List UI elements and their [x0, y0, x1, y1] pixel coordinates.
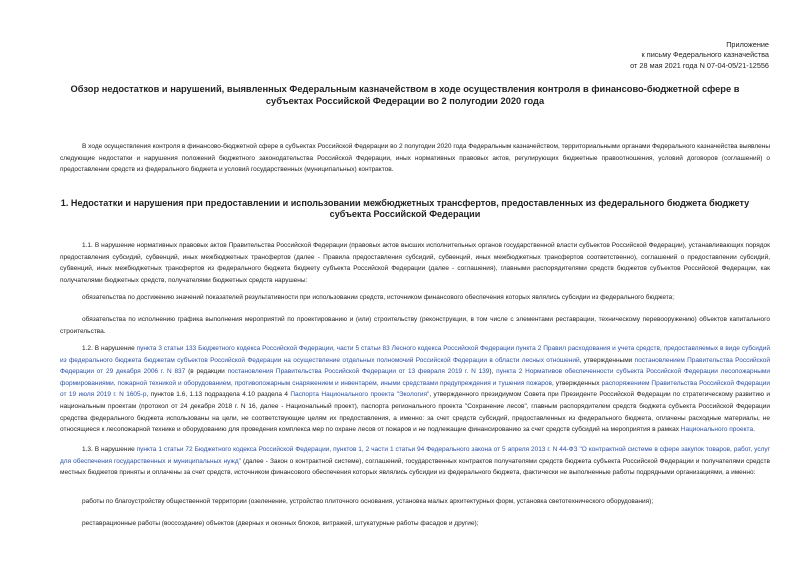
paragraph-1-1-item-a: обязательства по достижению значений показателей результативности при использовании средств, источником финансового обеспечения которых являлись субсидии из федерального бюджета;: [82, 294, 675, 301]
paragraph-1-2: [60, 343, 770, 436]
p12-text-6: , пунктов 1.6, 1.13 подраздела 4.10 раздела 4: [146, 391, 291, 399]
p12-link-decree-139[interactable]: постановления Правительства Российской Федерации от 13 февраля 2019 г. N 139: [227, 368, 490, 376]
p13-text-2: (далее - Закон о контрактной системе), соглашений, государственных контрактов получателями средств бюджета субъекта Российской Федерации и получателями средств местных бюджетов приняты и оплачены за счет средств, источником финансового обеспечения которых являлись субсидии из федерального бюджета, фактически не выполненные работы подрядными организациями, а именно:: [60, 457, 770, 477]
p12-text-1: 1.2. В нарушение: [82, 345, 137, 352]
intro-paragraph: В ходе осуществления контроля в финансово-бюджетной сфере в субъектах Российской Федерации во 2 полугодии 2020 года Федеральным казначейством, территориальными органами Федерального казначейства выявлены следующие недостатки и нарушения положений бюджетного законодательства Российской Федерации, иных нормативных правовых актов, регулирующих бюджетные правоотношения, условий договоров (соглашений) о предоставлении средств из федерального бюджета и условий государственных (муниципальных) контрактов.: [60, 143, 770, 174]
p12-text-3: (в редакции: [185, 368, 228, 376]
p13-text-1: 1.3. В нарушение: [82, 446, 137, 453]
p12-link-norms[interactable]: пункта 2 Нормативов обеспеченности субъекта Российской Федерации лесопожарными формированиями, пожарной техникой и оборудованием, противопожарным снаряжением и инвентарем, иными средствами предупреждения и тушения пожаров: [60, 368, 771, 387]
document-title: Обзор недостатков и нарушений, выявленных Федеральным казначейством в ходе осуществления контроля в финансово-бюджетной сфере в субъектах Российской Федерации во 2 полугодии 2020 года: [70, 84, 740, 106]
appendix-label: Приложение: [726, 40, 769, 49]
appendix-letter-date: от 28 мая 2021 года N 07-04-05/21-12556: [630, 60, 769, 70]
p12-text-8: .: [753, 426, 755, 434]
p12-link-national-project[interactable]: Национального проекта: [680, 426, 754, 434]
paragraph-1-3: [60, 444, 770, 479]
paragraph-1-1-item-b: обязательства по исполнению графика выполнения мероприятий по проектированию и (или) строительству (реконструкции, в том числе с элементами реставрации, техническому перевооружению) объектов капитального строительства.: [60, 316, 770, 335]
paragraph-1-3-item-a: работы по благоустройству общественной территории (озеленение, устройство плиточного основания, установка малых архитектурных форм, установка светотехнического оборудования);: [82, 498, 654, 505]
paragraph-1-1: 1.1. В нарушение нормативных правовых актов Правительства Российской Федерации (правовых актов высших исполнительных органов государственной власти субъектов Российской Федерации), устанавливающих порядок предоставления субсидий, субвенций, иных межбюджетных трансфертов (далее - Правила предоставления субсидий, субвенций, иных межбюджетных трансфертов соответственно), соглашений о предоставлении субсидий, субвенций, иных межбюджетных трансфертов из федерального бюджета бюджету субъекта Российской Федерации (далее - соглашения), главными распорядителями средств бюджетов субъектов Российской Федерации, как получателями бюджетных средств, получателями бюджетных средств нарушены:: [60, 242, 770, 284]
p12-text-5: , утвержденных: [551, 379, 602, 387]
section-1-title: 1. Недостатки и нарушения при предоставлении и использовании межбюджетных трансфертов, предоставленных из федерального бюджета бюджету субъекта Российской Федерации: [60, 198, 750, 220]
p12-text-2: , утвержденными: [579, 356, 635, 364]
p12-text-7: , утвержденного президиумом Совета при Президенте Российской Федерации по стратегическому развитию и национальным проектам (протокол от 24 декабря 2018 г. N 16, далее - Национальный проект), паспорта регионального проекта "Сохранение лесов", главным распорядителем средств бюджета субъекта Российской Федерации средства федерального бюджета использованы на цели, не соответствующие целям их предоставления, а именно: за счет средств субсидий, предоставленных из федерального бюджета, оплачены расходные материалы, не относящиеся к лесопожарной технике и оборудованию для проведения комплекса мер по охране лесов от пожаров и не подлежащие финансированию за счет средств субсидий на мероприятия в рамках: [60, 391, 771, 434]
p12-link-decree-837[interactable]: постановлением Правительства Российской Федерации от 29 декабря 2006 г. N 837: [60, 356, 771, 376]
p12-text-4: ),: [489, 368, 497, 376]
p13-link-law-44fz[interactable]: пункта 1 статьи 72 Бюджетного кодекса Российской Федерации, пунктов 1, 2 части 1 статьи 94 Федерального закона от 5 апреля 2013 г. N 44-ФЗ "О контрактной системе в сфере закупок товаров, работ, услуг для обеспечения государственных и муниципальных нужд": [60, 446, 770, 465]
p12-link-code-refs[interactable]: пункта 3 статьи 133 Бюджетного кодекса Российской Федерации, части 5 статьи 83 Лесного кодекса Российской Федерации пункта 2 Правил расходования и учета средств, предоставляемых в виде субсидий из федерального бюджета бюджетам субъектов Российской Федерации на осуществление отдельных полномочий Российской Федерации в области лесных отношений: [60, 345, 770, 364]
p12-link-ecology-passport[interactable]: Паспорта Национального проекта "Экология": [290, 391, 430, 399]
paragraph-1-3-item-b: реставрационные работы (воссоздание) объектов (дверных и оконных блоков, витражей, штукатурные работы фасадов и другие);: [82, 520, 479, 527]
appendix-block: [630, 40, 769, 71]
appendix-letter-ref: к письму Федерального казначейства: [641, 50, 769, 60]
p12-link-order-1605[interactable]: распоряжением Правительства Российской Федерации от 19 июля 2019 г. N 1605-р: [60, 379, 770, 399]
